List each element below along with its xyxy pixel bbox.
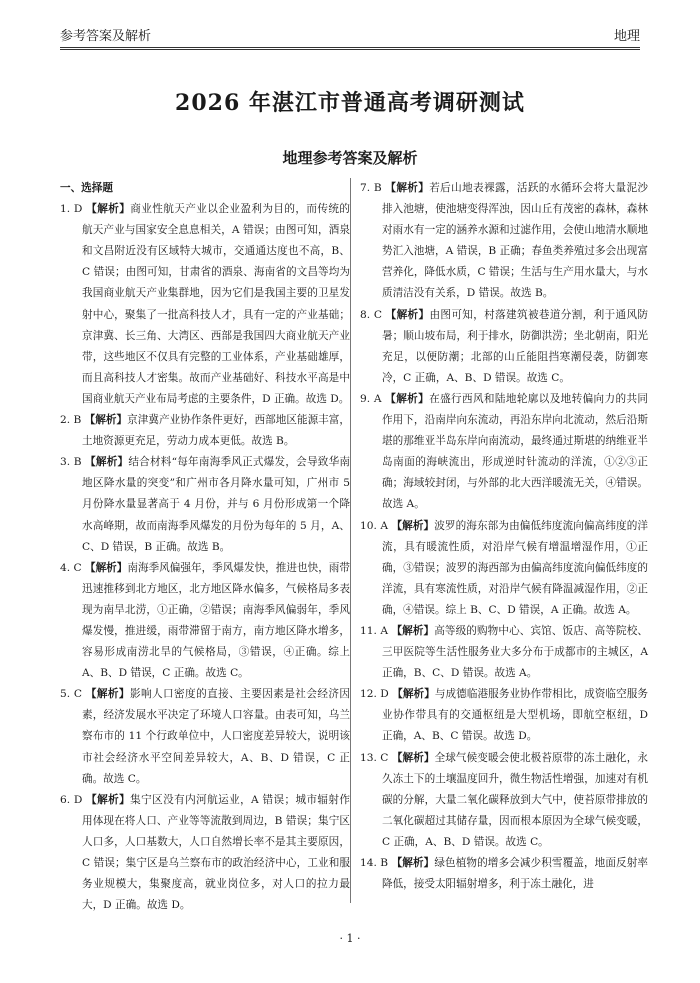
analysis-tag: 【解析】 <box>86 793 131 806</box>
answer-number: 14. B <box>360 857 389 869</box>
left-answer-list <box>60 199 350 916</box>
right-answer-list <box>360 178 648 895</box>
analysis-text: 波罗的海东部为由偏低纬度流向偏高纬度的洋流，具有暖流性质，对沿岸气候有增温增湿作用，①正确，③错误；波罗的海西部为由偏高纬度流向偏低纬度的洋流，具有寒流性质，对沿岸气候有降温减湿作用，②正确，④错误。综上 B、C、D 错误，A 正确。故选 A。 <box>382 519 648 616</box>
analysis-text: 绿色植物的增多会减少积雪覆盖，地面反射率降低，接受太阳辐射增多，利于冻土融化，进 <box>382 857 649 891</box>
answer-item <box>360 853 648 895</box>
analysis-text: 高等级的购物中心、宾馆、饭店、高等院校、三甲医院等生活性服务业大多分布于成都市的主城区，A 正确，B、C、D 错误。故选 A。 <box>382 624 648 680</box>
left-column <box>60 178 350 916</box>
analysis-tag: 【解析】 <box>391 751 435 764</box>
answer-number: 8. C <box>360 308 382 321</box>
page-title: 2026 年湛江市普通高考调研测试 <box>175 90 525 116</box>
answer-item <box>60 790 350 917</box>
analysis-text: 商业性航天产业以企业盈利为目的，而传统的航天产业与国家安全息息相关，A 错误；由图可知，酒泉和文昌附近没有区域特大城市，交通通达度也不高，B、C 错误；由图可知，甘肃省的酒泉、海南省的文昌等均为我国商业航天产业集群地，因为它们是我国主要的卫星发射中心，聚集了一批高科技人才，具有一定的产业基础；京津冀、长三角、大湾区、西部是我国四大商业航天产业带，这些地区不仅具有完整的工业体系，产业基础雄厚，而且高科技人才密集。故而产业基础好、科技水平高是中国商业航天产业布局考虑的主要条件，D 正确。故选 D。 <box>82 203 351 405</box>
answer-item <box>360 389 648 516</box>
answer-item <box>360 684 648 747</box>
answer-item <box>60 684 350 789</box>
answer-number: 5. C <box>60 688 83 701</box>
answer-number: 7. B <box>360 182 382 194</box>
answer-item <box>360 305 648 389</box>
analysis-text: 全球气候变暖会使北极苔原带的冻土融化，永久冻土下的土壤温度回升，微生物活性增强，加速对有机碳的分解，大量二氧化碳释放到大气中，使苔原带排放的二氧化碳超过其储存量，因而根本原因为全球气候变暖，C 正确，A、B、D 错误。故选 C。 <box>382 751 648 848</box>
answer-number: 10. A <box>360 519 388 532</box>
analysis-text: 影响人口密度的直接、主要因素是社会经济因素，经济发展水平决定了环境人口容量。由表可知，乌兰察布市的 11 个行政单位中，人口密度差异较大，说明该市社会经济水平空间差异较大，A、B、D 错误，C 正确。故选 C。 <box>82 688 351 785</box>
answer-item <box>60 558 350 685</box>
analysis-text: 南海季风偏强年，季风爆发快，推进也快，雨带迅速推移到北方地区，北方地区降水偏多，气候格局多表现为南旱北涝，①正确，②错误；南海季风偏弱年，季风爆发慢，推进缓，雨带滞留于南方，南方地区降水增多，容易形成南涝北旱的气候格局，③错误，④正确。综上 A、B、D 错误，C 正确。故选 C。 <box>82 561 350 680</box>
analysis-text: 与成德临港服务业协作带相比，成资临空服务业协作带具有的交通枢纽是大型机场，即航空枢纽，D 正确，A、B、C 错误。故选 D。 <box>382 688 648 743</box>
answer-item <box>60 199 350 410</box>
analysis-tag: 【解析】 <box>391 857 435 869</box>
page-number: · 1 · <box>339 932 361 945</box>
page-header <box>60 18 640 50</box>
analysis-tag: 【解析】 <box>391 624 435 637</box>
section-heading: 一、选择题 <box>60 182 113 194</box>
answer-item <box>60 410 350 452</box>
analysis-text: 在盛行西风和陆地轮廓以及地转偏向力的共同作用下，沿南岸向东流动，再沿东岸向北流动，然后沿斯堪的那维亚半岛东岸向南流动，最终通过斯堪的纳维亚半岛南面的海峡流出，形成逆时针流动的洋流，①②③正确；海域较封闭，与外部的北大西洋暖流无关，④错误。故选 A。 <box>382 392 649 511</box>
answer-number: 13. C <box>360 751 389 764</box>
answer-number: 6. D <box>60 793 83 806</box>
answer-item <box>60 452 350 557</box>
answer-number: 11. A <box>360 624 388 637</box>
analysis-text: 集宁区没有内河航运业，A 错误；城市辐射作用体现在将人口、产业等等流散到周边，B 错误；集宁区人口多，人口基数大，人口自然增长率不是其主要原因，C 错误；集宁区是乌兰察布市的政治经济中心，工业和服务业规模大，集聚度高，就业岗位多，对人口的拉力最大，D 正确。故选 D。 <box>82 793 351 912</box>
analysis-tag: 【解析】 <box>85 688 130 701</box>
analysis-tag: 【解析】 <box>84 561 128 574</box>
analysis-tag: 【解析】 <box>84 414 128 427</box>
analysis-text: 结合材料“每年南海季风正式爆发，会导致华南地区降水量的突变”和广州市各月降水量可知，广州市 5 月份降水量显著高于 4 月份，并与 6 月份形成第一个降水高峰期，故而南海季风爆发的月份为每年的 5 月，A、C、D 错误，B 正确。故选 B。 <box>82 456 350 553</box>
answer-number: 9. A <box>360 392 382 405</box>
answer-item <box>360 748 648 853</box>
answer-number: 4. C <box>60 561 82 574</box>
analysis-tag: 【解析】 <box>85 456 129 469</box>
answer-number: 3. B <box>60 456 82 469</box>
analysis-tag: 【解析】 <box>86 203 131 216</box>
analysis-tag: 【解析】 <box>392 688 435 701</box>
analysis-tag: 【解析】 <box>385 392 430 405</box>
answer-number: 2. B <box>60 414 82 427</box>
header-left-label: 参考答案及解析 <box>60 29 152 44</box>
answer-number: 1. D <box>60 203 83 216</box>
answer-item <box>360 621 648 684</box>
analysis-tag: 【解析】 <box>385 182 430 194</box>
analysis-text: 由图可知，村落建筑被巷道分割，利于通风防暑；顺山坡布局，利于排水，防御洪涝；坐北朝南，阳光充足，以便防潮；北部的山丘能阻挡寒潮侵袭，防御寒冷，C 正确，A、B、D 错误。故选 C。 <box>382 308 648 384</box>
header-subject-label: 地理 <box>613 29 640 44</box>
analysis-text: 京津冀产业协作条件更好，西部地区能源丰富，土地资源更充足，劳动力成本更低。故选 B。 <box>82 414 351 448</box>
answer-item <box>360 178 648 305</box>
right-column <box>360 178 648 895</box>
column-divider <box>350 178 351 903</box>
answer-item <box>360 516 648 621</box>
answer-number: 12. D <box>360 688 389 701</box>
analysis-text: 若后山地表裸露，活跃的水循环会将大量泥沙排入池塘，使池塘变得浑浊，因山丘有茂密的森林，森林对雨水有一定的涵养水源和过滤作用，会使山地清水顺地势汇入池塘，A 错误，B 正确；春鱼类养殖过多会出现富营养化，降低水质，C 错误；生活与生产用水量大，与水质清洁没有关系，D 错误。故选 B。 <box>382 182 648 300</box>
analysis-tag: 【解析】 <box>385 308 430 321</box>
page-subtitle: 地理参考答案及解析 <box>282 149 418 167</box>
analysis-tag: 【解析】 <box>391 519 435 532</box>
